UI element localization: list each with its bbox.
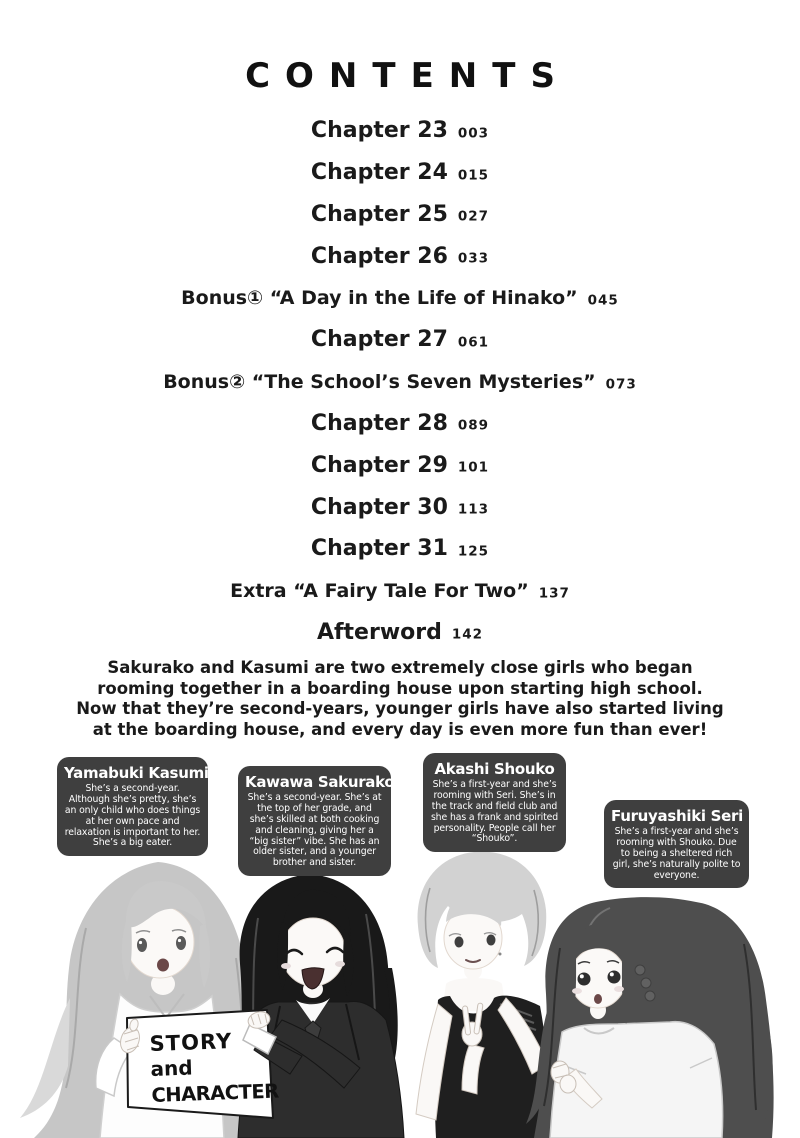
character-description: She’s a first-year and she’s rooming with Seri. She’s in the track and field club and she has a frank and spirited personality. People call her “Shouko”. xyxy=(430,779,559,845)
character-card-sakurako xyxy=(238,766,395,876)
toc-entry xyxy=(0,110,800,152)
toc-entry-label: Afterword xyxy=(316,619,442,645)
toc-entry-page: 142 xyxy=(451,626,484,643)
toc-entry xyxy=(0,444,800,486)
toc-entry-label: Chapter 27 xyxy=(310,327,448,353)
toc-entry-page: 137 xyxy=(538,585,570,602)
character-name: Akashi Shouko xyxy=(434,760,555,778)
character-name: Furuyashiki Seri xyxy=(611,807,743,825)
toc-entry xyxy=(0,528,800,570)
sign-line-story: STORY xyxy=(149,1029,233,1056)
toc-entry-page: 125 xyxy=(457,543,490,560)
toc-entry-page: 113 xyxy=(457,501,490,518)
toc-entry-page: 003 xyxy=(457,125,490,142)
toc-entry-page: 089 xyxy=(457,417,490,434)
toc-entry-label: Bonus② “The School’s Seven Mysteries” xyxy=(163,370,596,393)
toc-entry-page: 073 xyxy=(605,376,637,393)
toc-entry-label: Chapter 23 xyxy=(310,118,448,144)
synopsis-line: at the boarding house, and every day is even more fun than ever! xyxy=(92,719,708,739)
toc-entry xyxy=(0,403,800,445)
synopsis-line: Sakurako and Kasumi are two extremely close girls who began xyxy=(107,658,693,677)
synopsis-line: rooming together in a boarding house upon starting high school. xyxy=(97,678,703,698)
character-name: Kawawa Sakurako xyxy=(245,773,395,791)
toc-entry-bonus xyxy=(0,277,800,319)
toc-entry xyxy=(0,235,800,277)
sign-line-character: CHARACTER xyxy=(151,1079,280,1107)
toc-entry-page: 033 xyxy=(457,250,490,267)
toc-entry-label: Chapter 28 xyxy=(310,410,448,436)
toc-entry-afterword xyxy=(0,612,800,654)
toc-entry-label: Chapter 29 xyxy=(310,452,448,478)
toc-entry-label: Extra “A Fairy Tale For Two” xyxy=(230,579,529,602)
toc-entry-label: Chapter 31 xyxy=(310,536,448,562)
page-title: CONTENTS xyxy=(245,56,570,96)
toc-entry xyxy=(0,152,800,194)
synopsis xyxy=(0,658,800,740)
toc-entry-extra xyxy=(0,570,800,612)
toc-entry-bonus xyxy=(0,361,800,403)
toc-entry-label: Chapter 26 xyxy=(310,243,448,269)
toc-entry-page: 101 xyxy=(457,459,490,476)
character-card-seri xyxy=(604,800,749,888)
character-card-kasumi xyxy=(57,757,208,856)
character-description: She’s a first-year and she’s rooming with Shouko. Due to being a sheltered rich girl, she’s naturally polite to everyone. xyxy=(612,826,741,881)
toc-entry-page: 045 xyxy=(587,292,619,309)
toc-entry-label: Bonus① “A Day in the Life of Hinako” xyxy=(181,287,578,310)
toc-entry-page: 027 xyxy=(457,208,490,225)
character-name: Yamabuki Kasumi xyxy=(64,764,209,782)
toc-entry xyxy=(0,194,800,236)
toc-entry xyxy=(0,486,800,528)
toc-entry-label: Chapter 24 xyxy=(310,160,448,186)
toc-entry-page: 061 xyxy=(457,334,490,351)
toc-entry xyxy=(0,319,800,361)
table-of-contents xyxy=(0,110,800,653)
character-description: She’s a second-year. Although she’s pretty, she’s an only child who does things at her own pace and relaxation is important to her. She’s a big eater. xyxy=(64,783,201,849)
toc-entry-page: 015 xyxy=(457,167,490,184)
toc-entry-label: Chapter 30 xyxy=(310,494,448,520)
group-illustration xyxy=(0,848,800,1138)
girl-shouko xyxy=(416,852,549,1138)
character-card-shouko xyxy=(423,753,566,852)
toc-entry-label: Chapter 25 xyxy=(310,201,448,227)
sign-line-and: and xyxy=(150,1055,194,1081)
girl-seri xyxy=(526,897,774,1138)
character-description: She’s a second-year. She’s at the top of her grade, and she’s skilled at both cooking and cleaning, giving her a “big sister” vibe. She has an older sister, and a younger brother and sister. xyxy=(247,792,382,869)
synopsis-line: Now that they’re second-years, younger girls have also started living xyxy=(76,699,724,719)
